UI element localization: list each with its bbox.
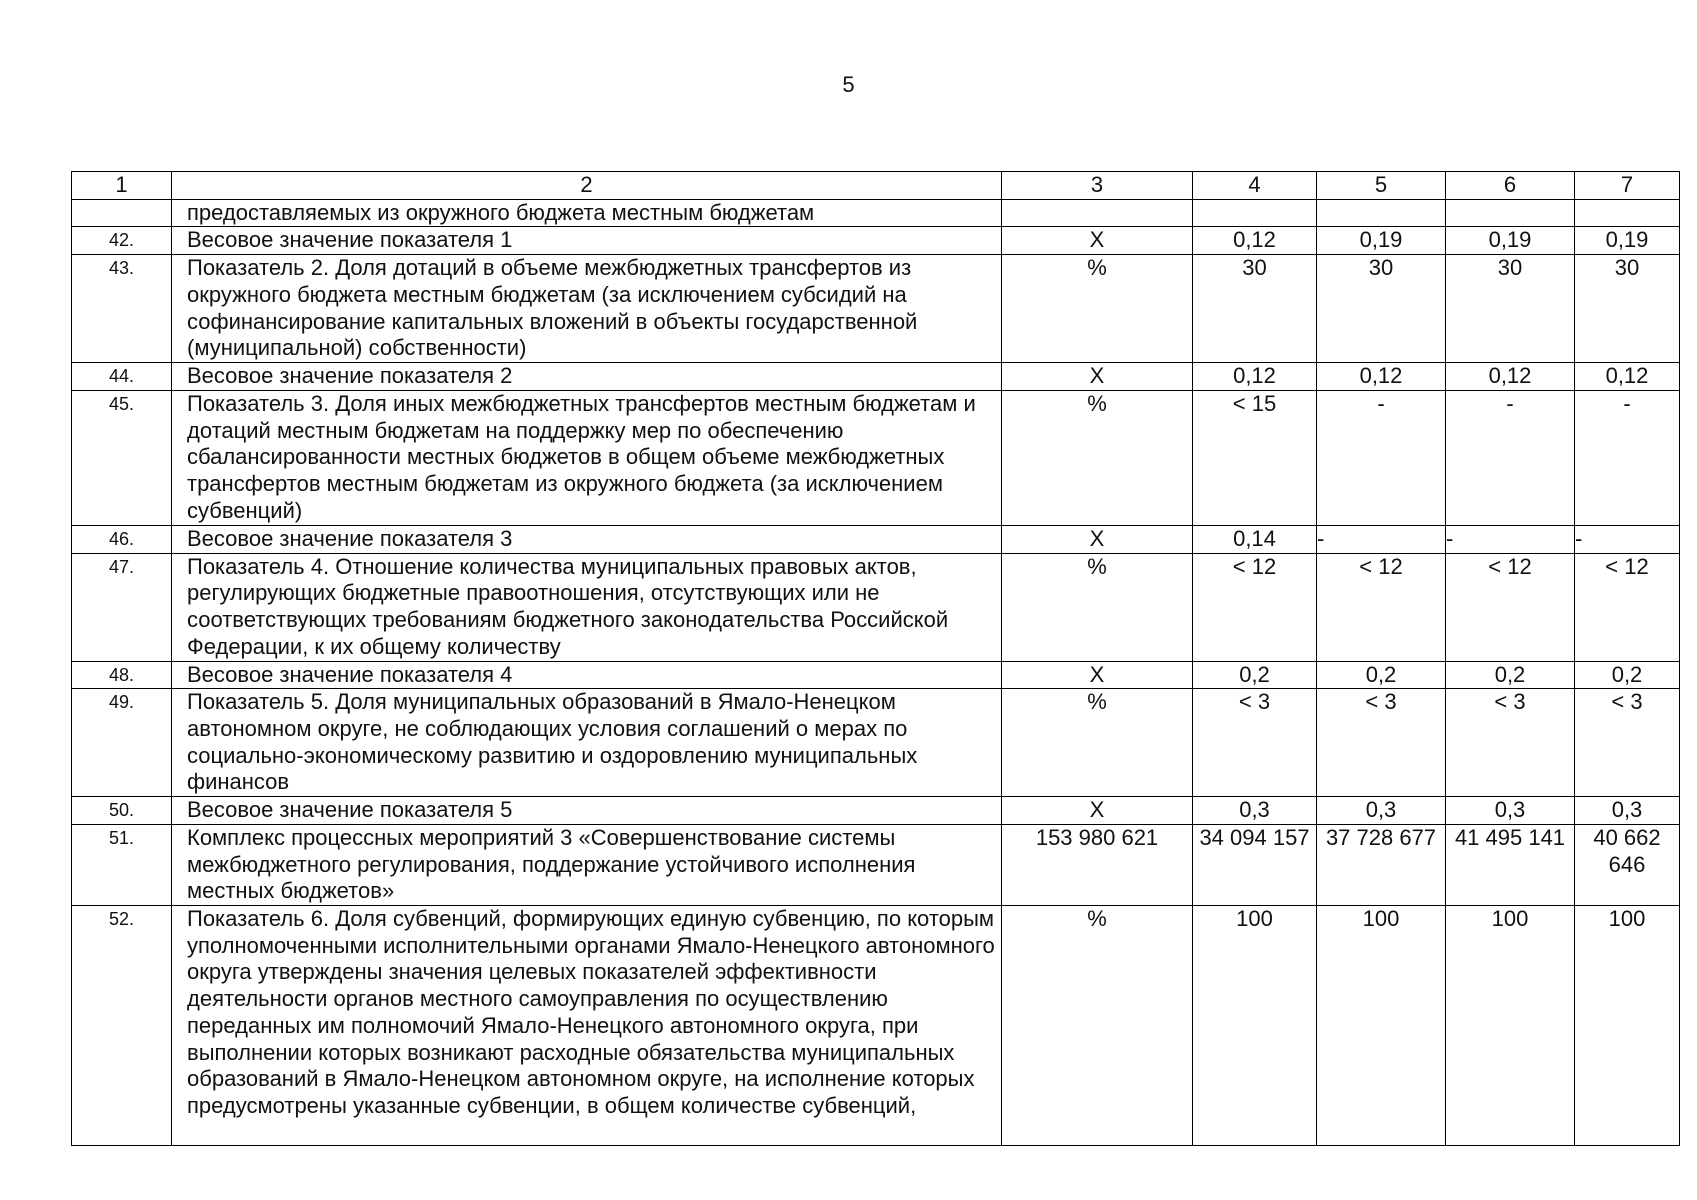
row-value-5: < 12 (1317, 553, 1446, 661)
row-unit: Х (1002, 797, 1193, 825)
row-value-7: 0,2 (1575, 661, 1680, 689)
row-value-7: 100 (1575, 906, 1680, 1146)
page-number: 5 (842, 72, 855, 97)
row-description: Показатель 3. Доля иных межбюджетных трансфертов местным бюджетам и дотаций местным бюджетам на поддержку мер по обеспечению сбалансированности местных бюджетов в общем объеме межбюджетных трансфертов местным бюджетам из окружного бюджета (за исключением субвенций) (172, 390, 1002, 525)
row-description: Показатель 2. Доля дотаций в объеме межбюджетных трансфертов из окружного бюджета местным бюджетам (за исключением субсидий на софинансирование капитальных вложений в объекты государственной (муниципальной) собственности) (172, 255, 1002, 363)
row-unit: 153 980 621 (1002, 824, 1193, 905)
row-value-6: - (1446, 525, 1575, 553)
table-row (72, 363, 1680, 391)
row-value-7: - (1575, 390, 1680, 525)
row-value-5 (1317, 199, 1446, 227)
row-number: 44. (72, 363, 172, 391)
header-cell-4: 4 (1193, 172, 1317, 200)
row-unit: Х (1002, 661, 1193, 689)
row-value-7: 40 662 646 (1575, 824, 1680, 905)
row-value-4: < 3 (1193, 689, 1317, 797)
row-value-4: 0,2 (1193, 661, 1317, 689)
table-row (72, 553, 1680, 661)
row-value-4: 100 (1193, 906, 1317, 1146)
row-value-4: < 12 (1193, 553, 1317, 661)
row-value-6: 30 (1446, 255, 1575, 363)
row-value-6 (1446, 199, 1575, 227)
row-value-5: 0,19 (1317, 227, 1446, 255)
row-unit: % (1002, 390, 1193, 525)
row-number: 42. (72, 227, 172, 255)
row-unit: % (1002, 553, 1193, 661)
row-unit: % (1002, 906, 1193, 1146)
row-value-5: 30 (1317, 255, 1446, 363)
row-number: 48. (72, 661, 172, 689)
row-number: 43. (72, 255, 172, 363)
row-description: Комплекс процессных мероприятий 3 «Совершенствование системы межбюджетного регулирования, поддержание устойчивого исполнения местных бюджетов» (172, 824, 1002, 905)
table-row (72, 255, 1680, 363)
row-description: Показатель 6. Доля субвенций, формирующих единую субвенцию, по которым уполномоченными исполнительными органами Ямало-Ненецкого автономного округа утверждены значения целевых показателей эффективности деятельности органов местного самоуправления по осуществлению переданных им полномочий Ямало-Ненецкого автономного округа, при выполнении которых возникают расходные обязательства муниципальных образований в Ямало-Ненецком автономном округе, на исполнение которых предусмотрены указанные субвенции, в общем количестве субвенций, (172, 906, 1002, 1146)
row-value-4: 0,3 (1193, 797, 1317, 825)
row-value-6: 0,2 (1446, 661, 1575, 689)
row-value-4: 30 (1193, 255, 1317, 363)
row-number: 47. (72, 553, 172, 661)
row-value-6: - (1446, 390, 1575, 525)
table-row (72, 661, 1680, 689)
row-value-4: 0,12 (1193, 227, 1317, 255)
table-header-row (72, 172, 1680, 200)
row-value-7: 0,3 (1575, 797, 1680, 825)
row-value-5: - (1317, 390, 1446, 525)
table-row (72, 227, 1680, 255)
indicators-table (71, 171, 1680, 1146)
row-value-5: 37 728 677 (1317, 824, 1446, 905)
row-unit: Х (1002, 363, 1193, 391)
row-number (72, 199, 172, 227)
row-number: 49. (72, 689, 172, 797)
table-row (72, 199, 1680, 227)
table-row (72, 797, 1680, 825)
row-value-5: 0,12 (1317, 363, 1446, 391)
row-value-7: 0,12 (1575, 363, 1680, 391)
row-description: предоставляемых из окружного бюджета местным бюджетам (172, 199, 1002, 227)
row-number: 50. (72, 797, 172, 825)
row-number: 46. (72, 525, 172, 553)
row-value-7: 0,19 (1575, 227, 1680, 255)
row-number: 52. (72, 906, 172, 1146)
row-value-6: 0,3 (1446, 797, 1575, 825)
table-row (72, 390, 1680, 525)
row-value-5: 100 (1317, 906, 1446, 1146)
table-row (72, 906, 1680, 1146)
row-value-4: 0,12 (1193, 363, 1317, 391)
row-description: Весовое значение показателя 4 (172, 661, 1002, 689)
table-row (72, 689, 1680, 797)
row-value-6: 0,12 (1446, 363, 1575, 391)
row-description: Весовое значение показателя 5 (172, 797, 1002, 825)
row-value-7: < 12 (1575, 553, 1680, 661)
header-cell-3: 3 (1002, 172, 1193, 200)
table-row (72, 824, 1680, 905)
row-value-4: < 15 (1193, 390, 1317, 525)
row-unit: Х (1002, 227, 1193, 255)
row-value-6: < 3 (1446, 689, 1575, 797)
row-unit: Х (1002, 525, 1193, 553)
header-cell-2: 2 (172, 172, 1002, 200)
header-cell-5: 5 (1317, 172, 1446, 200)
row-value-6: 100 (1446, 906, 1575, 1146)
header-cell-6: 6 (1446, 172, 1575, 200)
row-value-5: < 3 (1317, 689, 1446, 797)
row-value-6: < 12 (1446, 553, 1575, 661)
row-description: Показатель 4. Отношение количества муниципальных правовых актов, регулирующих бюджетные правоотношения, отсутствующих или не соответствующих требованиям бюджетного законодательства Российской Федерации, к их общему количеству (172, 553, 1002, 661)
row-description: Весовое значение показателя 3 (172, 525, 1002, 553)
row-value-6: 41 495 141 (1446, 824, 1575, 905)
row-value-7: - (1575, 525, 1680, 553)
row-description: Весовое значение показателя 2 (172, 363, 1002, 391)
row-unit: % (1002, 255, 1193, 363)
row-value-5: 0,2 (1317, 661, 1446, 689)
row-number: 51. (72, 824, 172, 905)
header-cell-7: 7 (1575, 172, 1680, 200)
row-value-7 (1575, 199, 1680, 227)
row-unit: % (1002, 689, 1193, 797)
row-value-4: 34 094 157 (1193, 824, 1317, 905)
row-value-6: 0,19 (1446, 227, 1575, 255)
row-value-5: - (1317, 525, 1446, 553)
row-value-7: < 3 (1575, 689, 1680, 797)
row-value-7: 30 (1575, 255, 1680, 363)
row-unit (1002, 199, 1193, 227)
row-number: 45. (72, 390, 172, 525)
row-description: Показатель 5. Доля муниципальных образований в Ямало-Ненецком автономном округе, не соблюдающих условия соглашений о мерах по социально-экономическому развитию и оздоровлению муниципальных финансов (172, 689, 1002, 797)
table-row (72, 525, 1680, 553)
row-value-5: 0,3 (1317, 797, 1446, 825)
row-value-4: 0,14 (1193, 525, 1317, 553)
header-cell-1: 1 (72, 172, 172, 200)
row-value-4 (1193, 199, 1317, 227)
row-description: Весовое значение показателя 1 (172, 227, 1002, 255)
